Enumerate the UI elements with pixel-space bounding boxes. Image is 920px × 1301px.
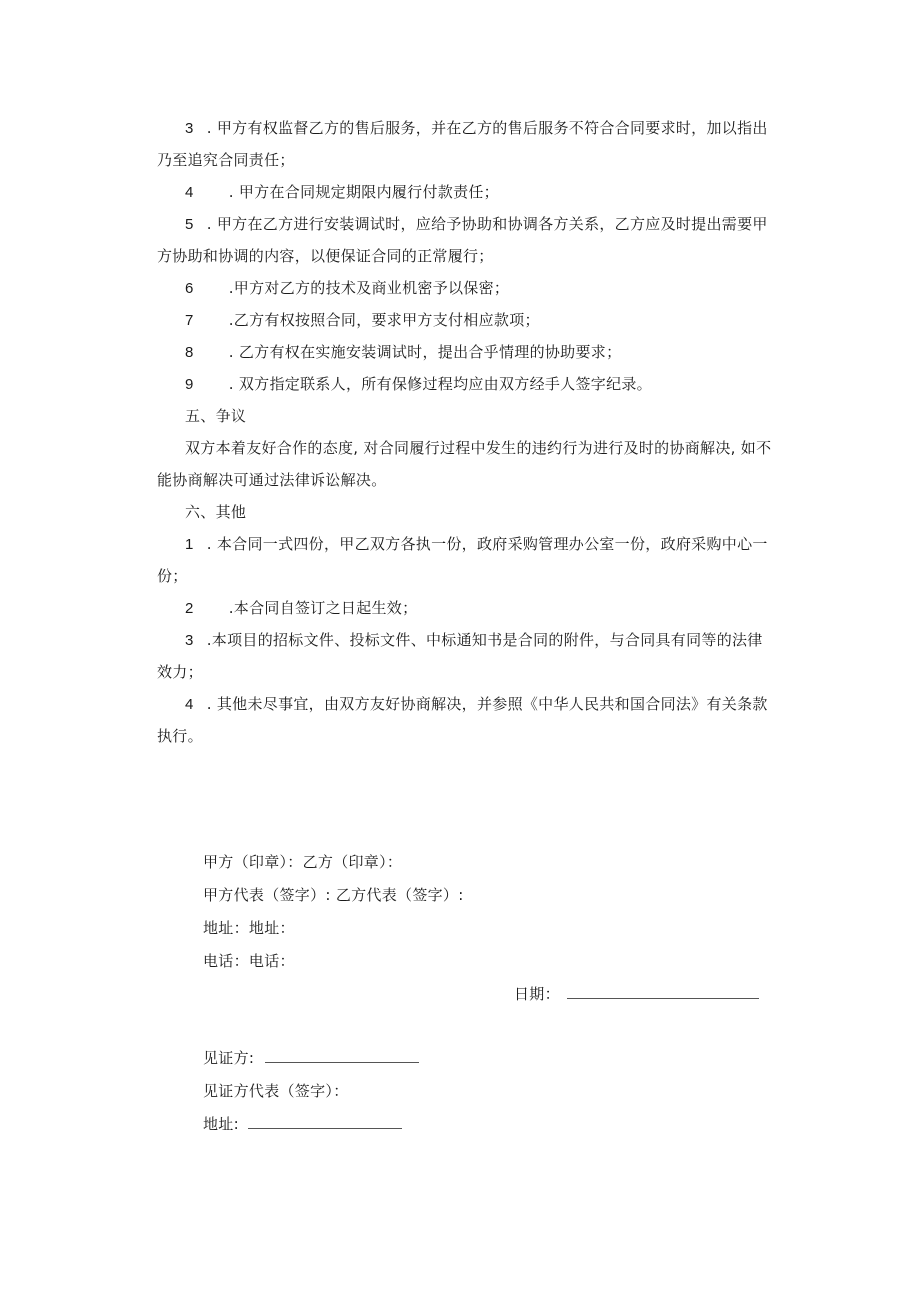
clause-number: 8 [185,344,194,361]
witness-representative: 见证方代表（签字）： [203,1082,349,1100]
item-number: 3 [185,632,194,649]
clause-3-line-2: 乃至追究合同责任； [157,151,295,169]
item-number: 2 [185,600,194,617]
item-text: . 其他未尽事宜，由双方友好协商解决，并参照《中华人民共和国合同法》有关条款 [206,695,768,713]
signature-seal: 甲方（印章）：乙方（印章）： [203,853,403,871]
item-text: .本项目的招标文件、投标文件、中标通知书是合同的附件，与合同具有同等的法律 [206,631,763,649]
item-number: 1 [185,536,194,553]
clause-text: . 甲方在乙方进行安装调试时，应给予协助和协调各方关系，乙方应及时提出需要甲 [206,215,768,233]
section-heading-other: 六、其他 [185,503,247,521]
date-label: 日期： [514,985,560,1003]
dispute-text-line-2: 能协商解决可通过法律诉讼解决。 [157,471,387,489]
clause-text: . 甲方在合同规定期限内履行付款责任； [228,183,499,201]
clause-6 [185,278,509,299]
clause-number: 7 [185,312,194,329]
clause-text: .乙方有权按照合同，要求甲方支付相应款项； [228,311,540,329]
other-item-1-line-2: 份； [157,567,188,585]
clause-number: 3 [185,120,194,137]
signature-representative: 甲方代表（签字）: 乙方代表（签字）: [203,886,464,904]
clause-text: . 甲方有权监督乙方的售后服务，并在乙方的售后服务不符合合同要求时，加以指出 [206,119,768,137]
signature-date [514,984,759,1004]
clause-number: 6 [185,280,194,297]
clause-text: . 乙方有权在实施安装调试时，提出合乎情理的协助要求； [228,343,622,361]
clause-5-line-2: 方协助和协调的内容，以便保证合同的正常履行； [157,247,494,265]
item-text: .本合同自签订之日起生效； [228,599,418,617]
clause-number: 5 [185,216,194,233]
section-heading-dispute: 五、争议 [185,407,247,425]
clause-7 [185,310,540,331]
date-blank [567,984,759,999]
dispute-text-line-1: 双方本着友好合作的态度, 对合同履行过程中发生的违约行为进行及时的协商解决, 如不 [185,439,772,457]
item-number: 4 [185,696,194,713]
other-item-1-line-1 [185,534,768,555]
item-text: . 本合同一式四份，甲乙双方各执一份，政府采购管理办公室一份，政府采购中心一 [206,535,768,553]
other-item-3-line-2: 效力； [157,663,203,681]
witness-party-label: 见证方: [203,1049,255,1067]
other-item-2 [185,598,417,619]
clause-3-line-1 [185,118,768,139]
clause-text: . 双方指定联系人，所有保修过程均应由双方经手人签字纪录。 [228,375,652,393]
clause-8 [185,342,621,363]
signature-phone: 电话：电话： [203,952,295,970]
witness-party-blank [265,1048,419,1063]
clause-number: 4 [185,184,194,201]
clause-9 [185,374,652,395]
signature-address: 地址：地址： [203,919,295,937]
clause-number: 9 [185,376,194,393]
witness-address [203,1114,402,1134]
other-item-4-line-2: 执行。 [157,727,203,745]
other-item-3-line-1 [185,630,763,651]
witness-address-label: 地址: [203,1115,239,1133]
witness-address-blank [248,1114,402,1129]
clause-text: .甲方对乙方的技术及商业机密予以保密； [228,279,510,297]
other-item-4-line-1 [185,694,768,715]
witness-party [203,1048,419,1068]
clause-4 [185,182,499,203]
clause-5-line-1 [185,214,768,235]
